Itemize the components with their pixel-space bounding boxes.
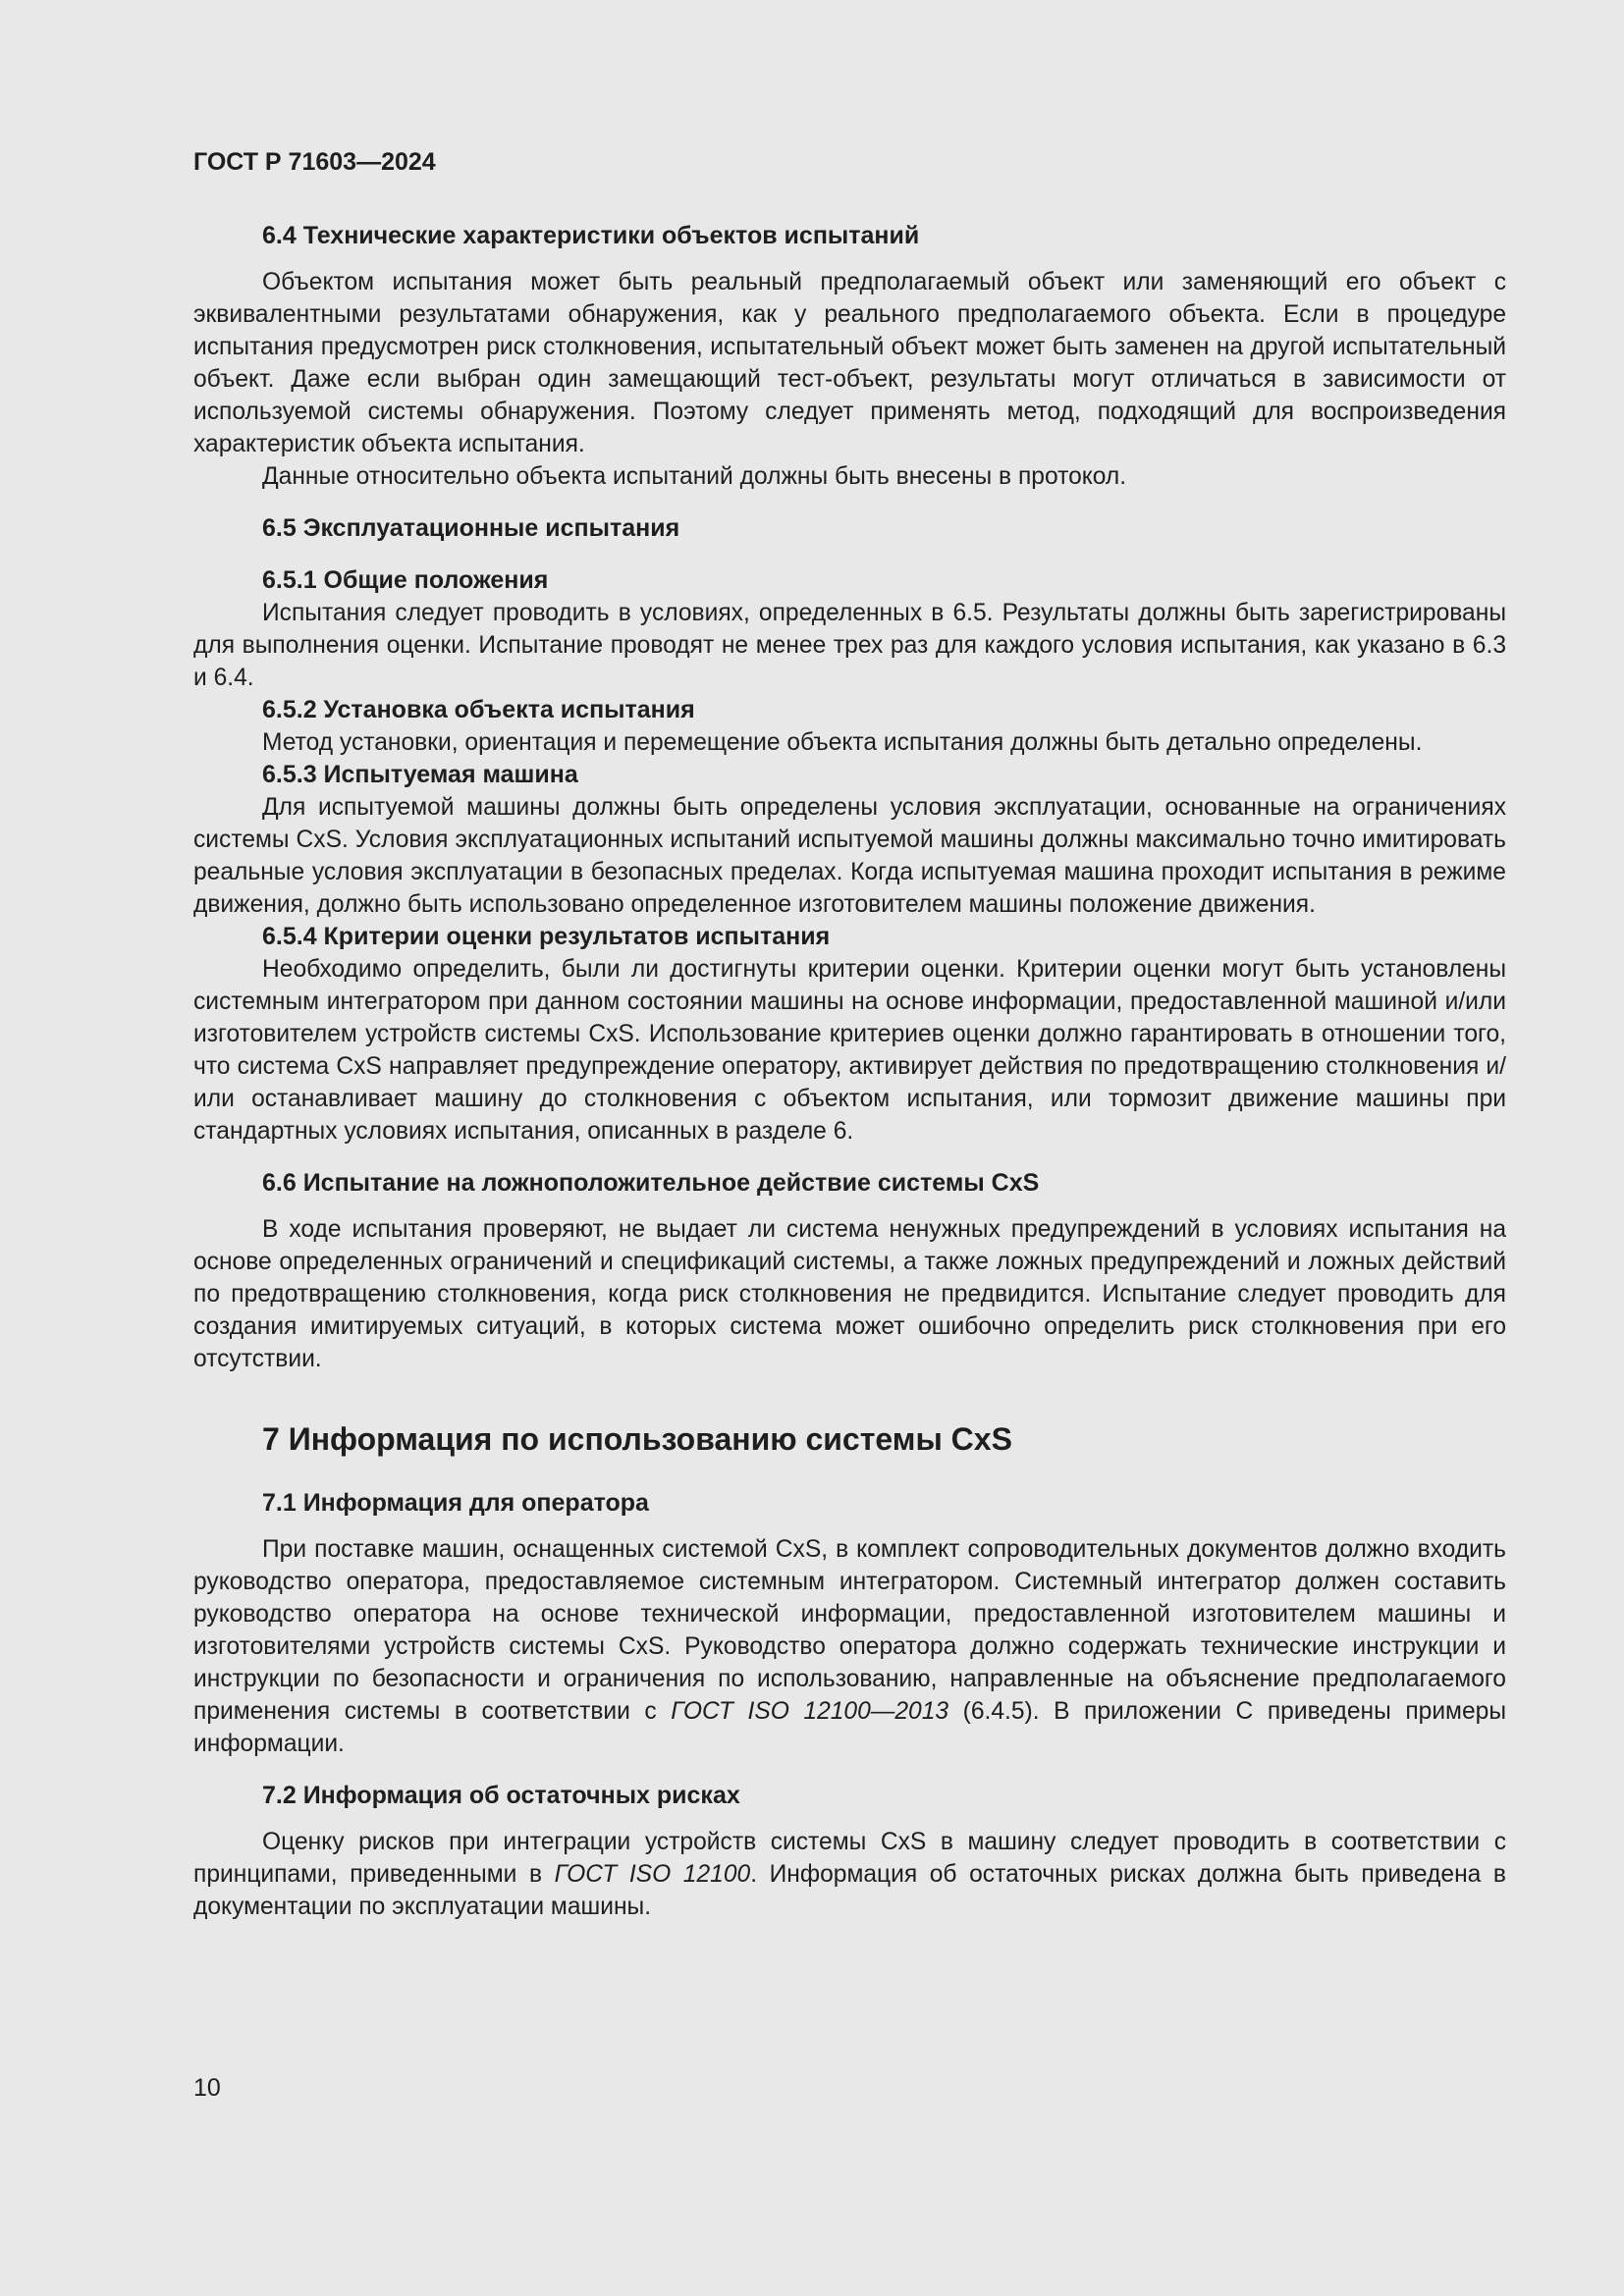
paragraph-7-2-text-b: . Информация об остаточных рисках должна быть приведена в документации по эксплуатации машины. xyxy=(193,1861,1506,1920)
subsection-heading-6-5-1: 6.5.1 Общие положения xyxy=(262,566,549,594)
paragraph-6-5-4: Необходимо определить, были ли достигнуты критерии оценки. Критерии оценки могут быть установлены системным интегратором при данном состоянии машины на основе информации, предоставленной машиной и/или изготовителем устройств системы CxS. Использование критериев оценки должно гарантировать в отношении того, что система CxS направляет предупреждение оператору, активирует действия по предотвращению столкновения и/или останавливает машину до столкновения с объектом испытания, или тормозит движение машины при стандартных условиях испытания, описанных в разделе 6. xyxy=(193,956,1506,1145)
paragraph-7-2-text-a: Оценку рисков при интеграции устройств системы CxS в машину следует проводить в соответствии с принципами, приведенными в xyxy=(193,1829,1506,1888)
paragraph-6-5-2: Метод установки, ориентация и перемещение объекта испытания должны быть детально определены. xyxy=(262,729,1423,756)
section-heading-7-2: 7.2 Информация об остаточных рисках xyxy=(262,1782,740,1809)
standard-reference: ГОСТ ISO 12100 xyxy=(554,1861,751,1888)
standard-reference: ГОСТ ISO 12100—2013 xyxy=(671,1698,949,1725)
page-number: 10 xyxy=(193,2074,221,2102)
paragraph-6-5-1: Испытания следует проводить в условиях, определенных в 6.5. Результаты должны быть зарегистрированы для выполнения оценки. Испытание проводят не менее трех раз для каждого условия испытания, как указано в 6.3 и 6.4. xyxy=(193,600,1506,691)
paragraph-6-4-2: Данные относительно объекта испытаний должны быть внесены в протокол. xyxy=(262,463,1127,490)
paragraph-7-1-text-b: (6.4.5). В приложении С приведены примеры информации. xyxy=(193,1698,1507,1757)
chapter-heading-7: 7 Информация по использованию системы CxS xyxy=(262,1421,1012,1457)
section-heading-7-1: 7.1 Информация для оператора xyxy=(262,1489,649,1517)
section-heading-6-6: 6.6 Испытание на ложноположительное действие системы CxS xyxy=(262,1169,1040,1197)
subsection-heading-6-5-2: 6.5.2 Установка объекта испытания xyxy=(262,696,695,723)
paragraph-6-6: В ходе испытания проверяют, не выдает ли система ненужных предупреждений в условиях испытания на основе определенных ограничений и спецификаций системы, а также ложных предупреждений и ложных действий по предотвращению столкновения, когда риск столкновения не предвидится. Испытание следует проводить для создания имитируемых ситуаций, в которых система может ошибочно определить риск столкновения при его отсутствии. xyxy=(193,1216,1506,1372)
paragraph-7-1-text-a: При поставке машин, оснащенных системой CxS, в комплект сопроводительных документов должно входить руководство оператора, предоставляемое системным интегратором. Системный интегратор должен составить руководство оператора на основе технической информации, предоставленной изготовителем машины и изготовителями устройств системы CxS. Руководство оператора должно содержать технические инструкции и инструкции по безопасности и ограничения по использованию, направленные на объяснение предполагаемого применения системы в соответствии с xyxy=(193,1536,1506,1725)
document-page xyxy=(193,145,1506,1923)
paragraph-6-5-3: Для испытуемой машины должны быть определены условия эксплуатации, основанные на ограничениях системы CxS. Условия эксплуатационных испытаний испытуемой машины должны максимально точно имитировать реальные условия эксплуатации в безопасных пределах. Когда испытуемая машина проходит испытания в режиме движения, должно быть использовано определенное изготовителем машины положение движения. xyxy=(193,794,1506,918)
paragraph-7-1 xyxy=(193,1533,1506,1760)
document-header: ГОСТ Р 71603—2024 xyxy=(193,148,436,176)
paragraph-6-4-1: Объектом испытания может быть реальный предполагаемый объект или заменяющий его объект с эквивалентными результатами обнаружения, как у реального предполагаемого объекта. Если в процедуре испытания предусмотрен риск столкновения, испытательный объект может быть заменен на другой испытательный объект. Даже если выбран один замещающий тест-объект, результаты могут отличаться в зависимости от используемой системы обнаружения. Поэтому следует применять метод, подходящий для воспроизведения характеристик объекта испытания. xyxy=(193,269,1506,457)
subsection-heading-6-5-4: 6.5.4 Критерии оценки результатов испытания xyxy=(262,923,831,950)
section-heading-6-4: 6.4 Технические характеристики объектов испытаний xyxy=(262,222,920,249)
paragraph-7-2 xyxy=(193,1826,1506,1923)
section-heading-6-5: 6.5 Эксплуатационные испытания xyxy=(262,514,680,542)
subsection-heading-6-5-3: 6.5.3 Испытуемая машина xyxy=(262,761,578,788)
